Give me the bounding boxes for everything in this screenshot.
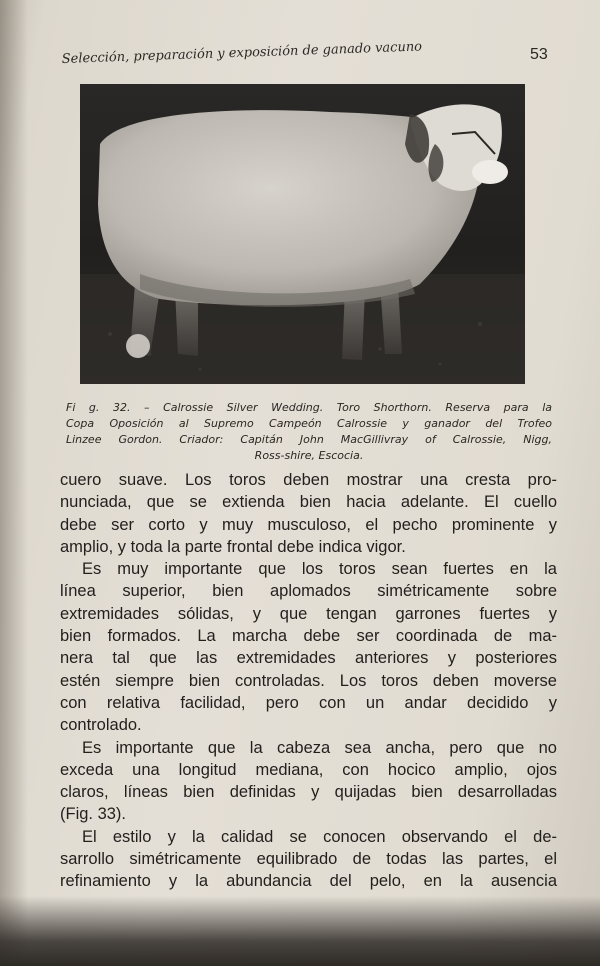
page-number: 53: [530, 46, 548, 63]
text-line: bien formados. La marcha debe ser coordinada de ma-: [60, 627, 557, 646]
text-line: Es muy importante que los toros sean fuertes en la: [82, 560, 557, 579]
text-line: refinamiento y la abundancia del pelo, en la ausencia: [60, 872, 557, 891]
text-line: nera tal que las extremidades anteriores y posteriores: [60, 649, 557, 668]
text-line: controlado.: [60, 716, 142, 735]
text-line: estén siempre bien controladas. Los toros deben moverse: [60, 671, 557, 690]
text-line: extremidades sólidas, y que tengan garrones fuertes y: [60, 604, 557, 623]
text-line: debe ser corto y muy musculoso, el pecho prominente y: [60, 515, 557, 534]
bull-photo-image: [80, 84, 525, 384]
caption-line: Copa Oposición al Supremo Campeón Calrossie y ganador del Trofeo: [66, 417, 552, 430]
caption-line: Fi g. 32. – Calrossie Silver Wedding. Toro Shorthorn. Reserva para la: [66, 401, 552, 414]
text-line: exceda una longitud mediana, con hocico amplio, ojos: [60, 760, 557, 779]
body-text: [60, 469, 557, 893]
text-line: claros, líneas bien definidas y quijadas bien desarrolladas: [60, 783, 557, 802]
running-head: Selección, preparación y exposición de ganado vacuno: [61, 39, 423, 67]
text-line: con relativa facilidad, pero con un andar decidido y: [60, 693, 557, 712]
text-line: (Fig. 33).: [60, 805, 127, 824]
caption-line: Linzee Gordon. Criador: Capitán John MacGillivray of Calrossie, Nigg,: [66, 433, 552, 446]
text-line: sarrollo simétricamente equilibrado de todas las partes, el: [60, 850, 557, 869]
text-line: línea superior, bien aplomados simétricamente sobre: [60, 582, 557, 601]
spine-shadow: [0, 0, 28, 966]
text-line: cuero suave. Los toros deben mostrar una cresta pro-: [60, 471, 557, 489]
text-line: Es importante que la cabeza sea ancha, pero que no: [82, 738, 557, 757]
text-line: nunciada, que se extienda bien hacia adelante. El cuello: [60, 493, 557, 512]
bull-photograph: [80, 84, 525, 384]
text-line: El estilo y la calidad se conocen observando el de-: [82, 827, 557, 846]
caption-line: Ross-shire, Escocia.: [254, 449, 364, 462]
figure-caption: [66, 400, 552, 464]
bottom-shadow: [0, 896, 600, 966]
text-line: amplio, y toda la parte frontal debe indica vigor.: [60, 537, 406, 556]
